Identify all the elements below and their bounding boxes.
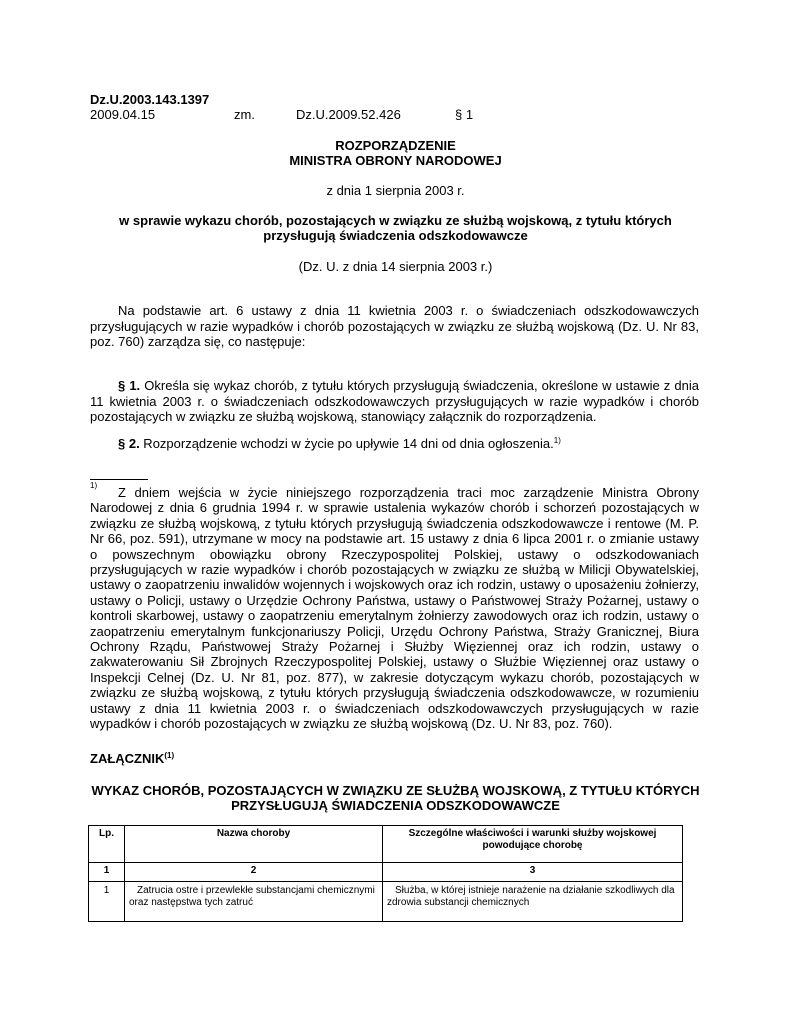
regulation-date: z dnia 1 sierpnia 2003 r. xyxy=(326,183,465,198)
document-date: 2009.04.15 xyxy=(90,107,156,122)
row-disease-name: Zatrucia ostre i przewlekłe substancjami chemicznymi oraz następstwa tych zatruć xyxy=(125,882,383,922)
attachment-title-line-2: PRZYSŁUGUJĄ ŚWIADCZENIA ODSZKODOWAWCZE xyxy=(231,798,560,813)
preamble xyxy=(90,303,699,350)
table-header-row xyxy=(89,826,683,863)
amendment-label: zm. xyxy=(234,107,255,122)
amendment-reference: Dz.U.2009.52.426 xyxy=(296,107,401,122)
table-row xyxy=(89,882,683,922)
header-disease-name: Nazwa choroby xyxy=(125,826,383,863)
table-column-number-row xyxy=(89,863,683,882)
section-2-label: § 2. xyxy=(118,436,140,451)
header-lp: Lp. xyxy=(89,826,125,863)
attachment-title-line-1: WYKAZ CHORÓB, POZOSTAJĄCYCH W ZWIĄZKU ZE SŁUŻBĄ WOJSKOWĄ, Z TYTUŁU KTÓRYCH xyxy=(91,783,700,798)
preamble-text: Na podstawie art. 6 ustawy z dnia 11 kwietnia 2003 r. o świadczeniach odszkodowawczych przysługujących w razie wypadków i chorób pozostających w związku ze służbą wojskową (Dz. U. Nr 83, poz. 760) zarządza się, co następuje: xyxy=(90,303,699,349)
attachment-label-text: ZAŁĄCZNIK xyxy=(90,751,165,766)
regulation-subject-line-1: w sprawie wykazu chorób, pozostających w związku ze służbą wojskową, z tytułu których xyxy=(119,213,672,228)
column-number-1: 1 xyxy=(89,863,125,882)
footnote-separator xyxy=(90,479,148,480)
attachment-footnote-reference: (1) xyxy=(164,751,175,760)
section-1-text: Określa się wykaz chorób, z tytułu których przysługują świadczenia, określone w ustawie z dnia 11 kwietnia 2003 r. o świadczeniach odszkodowawczych przysługujących w razie wypadków i chorób pozostających w związku ze służbą wojskową, stanowiący załącznik do rozporządzenia. xyxy=(90,378,699,424)
footnote-text: Z dniem wejścia w życie niniejszego rozporządzenia traci moc zarządzenie Ministra Obrony Narodowej z dnia 6 grudnia 1994 r. w sprawie ustalenia wykazów chorób i schorzeń pozostających w związku ze służbą wojskową, z tytułu których przysługują świadczenia odszkodowawcze i rentowe (M. P. Nr 66, poz. 591), utrzymane w mocy na podstawie art. 15 ustawy z dnia 6 lipca 2001 r. o zmianie ustawy o powszechnym obowiązku obrony Rzeczypospolitej Polskiej, ustawy o odszkodowaniach przysługujących w razie wypadków i chorób pozostających w związku ze służbą w Milicji Obywatelskiej, ustawy o zaopatrzeniu inwalidów wojennych i wojskowych oraz ich rodzin, ustawy o uposażeniu żołnierzy, ustawy o Policji, ustawy o Urzędzie Ochrony Państwa, ustawy o Państwowej Straży Pożarnej, ustawy o kontroli skarbowej, ustawy o zaopatrzeniu emerytalnym żołnierzy zawodowych oraz ich rodzin, ustawy o zaopatrzeniu emerytalnym funkcjonariuszy Policji, Urzędu Ochrony Państwa, Straży Granicznej, Biura Ochrony Rządu, Państwowej Straży Pożarnej i Służby Więziennej oraz ich rodzin, ustawy o zakwaterowaniu Sił Zbrojnych Rzeczypospolitej Polskiej, ustawy o Służbie Więziennej oraz ustawy o Inspekcji Celnej (Dz. U. Nr 81, poz. 877), w zakresie dotyczącym wykazu chorób, pozostających w związku ze służbą wojskową, z tytułu których przysługują świadczenia odszkodowawcze, w rozumieniu ustawy z dnia 11 kwietnia 2003 r. o świadczeniach odszkodowawczych przysługujących w razie wypadków i chorób pozostających w związku ze służbą wojskową (Dz. U. Nr 83, poz. 760). xyxy=(90,485,699,732)
row-service-conditions: Służba, w której istnieje narażenie na działanie szkodliwych dla zdrowia substancji chemicznych xyxy=(383,882,683,922)
journal-reference: (Dz. U. z dnia 14 sierpnia 2003 r.) xyxy=(298,259,493,274)
section-2 xyxy=(90,436,699,452)
footnote-marker: 1) xyxy=(90,481,98,490)
column-number-2: 2 xyxy=(125,863,383,882)
section-1-label: § 1. xyxy=(118,378,141,393)
regulation-title: ROZPORZĄDZENIE xyxy=(335,138,456,153)
document-reference: Dz.U.2003.143.1397 xyxy=(90,92,210,107)
disease-table xyxy=(88,825,683,922)
issuing-authority: MINISTRA OBRONY NARODOWEJ xyxy=(289,153,502,168)
regulation-subject-line-2: przysługują świadczenia odszkodowawcze xyxy=(263,228,528,243)
amendment-paragraph: § 1 xyxy=(455,107,474,122)
row-lp: 1 xyxy=(89,882,125,922)
attachment-label xyxy=(90,751,174,767)
footnote-reference[interactable]: 1) xyxy=(553,436,561,445)
section-2-text: Rozporządzenie wchodzi w życie po upływie 14 dni od dnia ogłoszenia. xyxy=(139,436,554,451)
section-1 xyxy=(90,378,699,425)
header-service-conditions: Szczególne właściwości i warunki służby wojskowej powodujące chorobę xyxy=(383,826,683,863)
column-number-3: 3 xyxy=(383,863,683,882)
